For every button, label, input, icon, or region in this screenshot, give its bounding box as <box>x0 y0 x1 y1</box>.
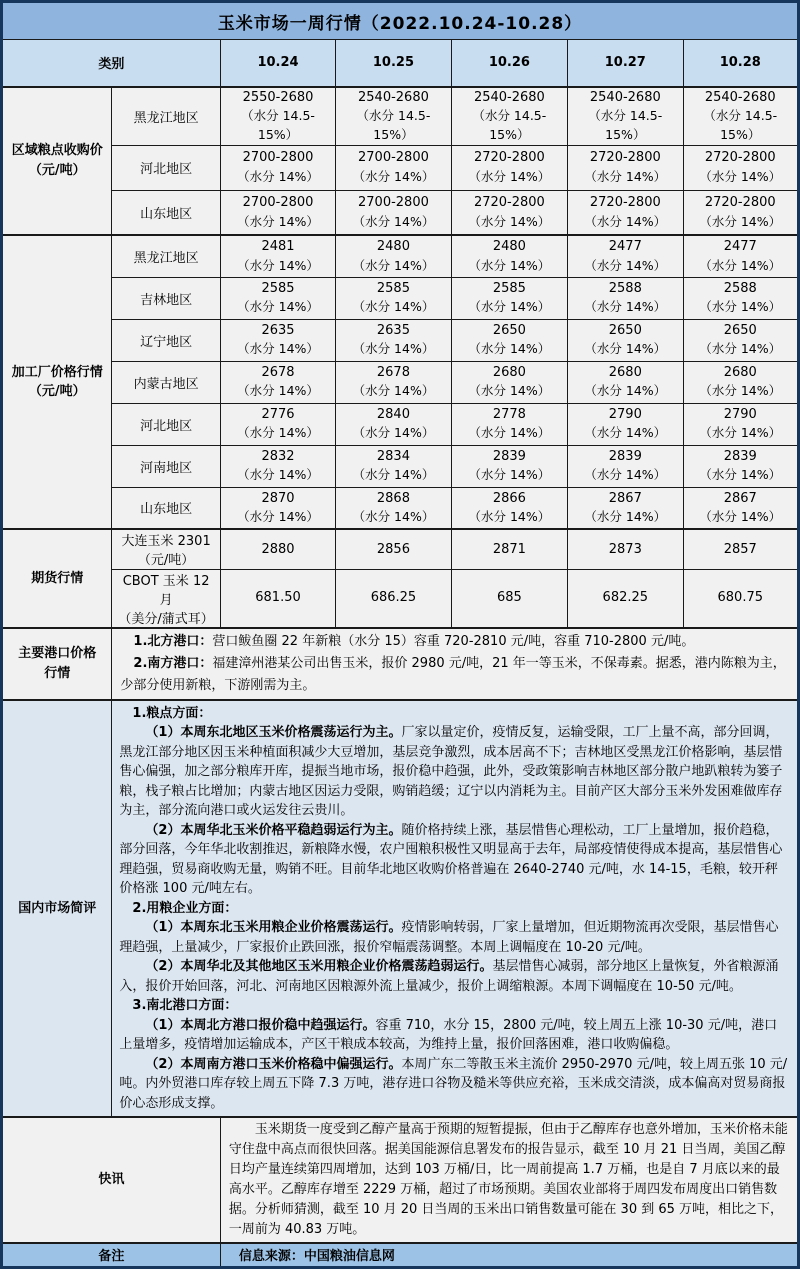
futures-value-cell: 2857 <box>683 529 798 569</box>
price-value: 2680 <box>608 364 642 380</box>
moisture-note: （水分 14%） <box>352 299 435 315</box>
moisture-note: （水分 14%） <box>584 467 667 483</box>
price-value: 2720-2800 <box>589 150 661 166</box>
price-cell <box>568 190 683 235</box>
price-value: 2477 <box>723 239 757 255</box>
moisture-note: （水分 14%） <box>584 425 667 441</box>
moisture-note: （水分 14%） <box>237 299 319 315</box>
price-cell <box>568 361 683 403</box>
price-value: 2588 <box>723 280 757 296</box>
price-cell <box>451 277 567 319</box>
moisture-note: （水分 14%） <box>584 509 667 525</box>
paragraph <box>119 1016 790 1055</box>
paragraph <box>120 631 789 653</box>
price-value: 2840 <box>376 406 410 422</box>
price-value: 2480 <box>376 239 410 255</box>
price-value: 2776 <box>261 406 295 422</box>
price-cell <box>220 487 335 529</box>
paragraph <box>119 1055 790 1114</box>
price-value: 2720-2800 <box>589 195 661 211</box>
paragraph-text: 福建漳州港某公司出售玉米，报价 2980 元/吨，21 年一等玉米，不保毒素。据悉，港内陈粮为主，少部分使用新粮，下游刚需为主。 <box>120 655 786 693</box>
price-cell <box>683 277 798 319</box>
price-cell <box>683 235 798 277</box>
moisture-note: （水分 14%） <box>352 383 435 399</box>
futures-value-cell: 2873 <box>568 529 683 569</box>
moisture-note: （水分 14%） <box>584 299 667 315</box>
moisture-note: （水分 14%） <box>699 257 782 273</box>
price-value: 2700-2800 <box>242 195 314 211</box>
paragraph-lead: 1.北方港口： <box>133 633 213 649</box>
moisture-note: （水分 14%） <box>352 341 435 357</box>
section-label-factory <box>2 235 112 529</box>
price-value: 2585 <box>492 280 526 296</box>
paragraph-text: 玉米期货一度受到乙醇产量高于预期的短暂提振，但由于乙醇库存也意外增加，玉米价格未能守住盘中高点而很快回落。据美国能源信息署发布的报告显示，截至 10 月 21 日当周，美国乙醇日均产量连续第四周增加，达到 103 万桶/日，比一周前提高 1.7 万桶，也是自 7 月底以来的最高水平。乙醇库存增至 2229 万桶，超过了市场预期。美国农业部将于周四发布周度出口销售数据。分析师猜测，截至 10 月 20 日当周的玉米出口销售数量可能在 30 到 65 万吨，相比之下，一周前为 40.83 万吨。 <box>228 1122 788 1237</box>
price-cell <box>568 319 683 361</box>
price-cell <box>451 487 567 529</box>
futures-value-cell: 682.25 <box>568 569 683 628</box>
price-cell <box>683 361 798 403</box>
futures-value-cell: 2856 <box>336 529 451 569</box>
moisture-note: （水分 14%） <box>468 467 551 483</box>
futures-value-cell: 681.50 <box>220 569 335 628</box>
paragraph-lead: （2）本周南方港口玉米价格稳中偏强运行。 <box>145 1056 402 1072</box>
region-label: 辽宁地区 <box>112 319 220 361</box>
paragraph-lead: （1）本周东北玉米用粮企业价格震荡运行。 <box>145 920 402 935</box>
moisture-note: （水分 14%） <box>237 341 319 357</box>
moisture-note: （水分 14%） <box>237 383 319 399</box>
category-header: 类别 <box>2 40 221 87</box>
price-cell <box>336 361 451 403</box>
price-value: 2540-2680 <box>704 89 776 105</box>
paragraph-lead: 2.南方港口： <box>133 655 213 671</box>
price-cell <box>336 487 451 529</box>
section-label-news <box>2 1117 221 1243</box>
section-unit: （元/吨） <box>28 384 86 399</box>
paragraph <box>119 918 790 957</box>
moisture-note: （水分 14.5-15%） <box>241 108 315 142</box>
price-cell <box>336 87 451 146</box>
price-value: 2540-2680 <box>589 89 661 105</box>
paragraph-text: 容重 710，水分 15，2800 元/吨，较上周五上涨 10-30 元/吨，港口上量增多，疫情增加运输成本，产区干粮成本较高，为维持上量，报价回落困难，港口收购偏稳。 <box>119 1017 778 1052</box>
paragraph-text: 厂家以量定价，疫情反复，运输受限，工厂上量不高，部分回调，黑龙江部分地区因玉米种植面积减少大豆增加，基层竞争激烈，成本居高不下；吉林地区受黑龙江价格影响，基层惜售心偏强，加之部分粮库开库，提振当地市场，报价稳中趋强，此外，受政策影响吉林地区部分散户地趴粮转为篓子粮，栈子粮占比增加；内蒙古地区因运力受限，购销趋缓；辽宁以内消耗为主。目前产区大部分玉米外发困难做库存为主，部分流向港口或火运发往云贵川。 <box>119 725 783 818</box>
price-cell <box>336 277 451 319</box>
paragraph <box>120 653 789 697</box>
section-title: 快讯 <box>98 1172 125 1188</box>
section-label-purchase <box>2 87 112 236</box>
price-cell <box>568 235 683 277</box>
section-title: 国内市场简评 <box>18 900 97 916</box>
price-value: 2550-2680 <box>242 89 314 105</box>
moisture-note: （水分 14%） <box>699 299 782 315</box>
moisture-note: （水分 14%） <box>699 467 782 483</box>
moisture-note: （水分 14%） <box>468 299 551 315</box>
paragraph-lead: 3.南北港口方面： <box>132 998 238 1013</box>
price-value: 2700-2800 <box>358 195 429 211</box>
paragraph-text: 随价格持续上涨，基层惜售心理松动，工厂上量增加，报价趋稳，部分回落，今年华北收割推迟，新粮降水慢，农户囤粮积极性又明显高于去年，局部疫情使得成本提高，基层惜售心理趋强，贸易商收购无量，购销不旺。目前华北地区收购价格普遍在 2640-2740 元/吨，水 14-15，毛粮，较开秤价格涨 100 元/吨左右。 <box>119 822 783 896</box>
moisture-note: （水分 14.5-15%） <box>472 108 547 142</box>
date-header: 10.24 <box>220 40 335 87</box>
paragraph-text: 本周广东二等散玉米主流价 2950-2970 元/吨，较上周五张 10 元/吨。内外贸港口库存较上周五下降 7.3 万吨，港存进口谷物及糙米等供应充裕，玉米成交清淡，成本偏高对贸易商报价心态形成支撑。 <box>119 1056 788 1111</box>
news-text-cell <box>220 1117 798 1243</box>
futures-value-cell: 680.75 <box>683 569 798 628</box>
price-value: 2678 <box>261 364 295 380</box>
futures-value-cell: 686.25 <box>336 569 451 628</box>
price-cell <box>683 190 798 235</box>
price-cell <box>220 235 335 277</box>
futures-value-cell: 2880 <box>220 529 335 569</box>
moisture-note: （水分 14.5-15%） <box>588 108 663 142</box>
region-label: 内蒙古地区 <box>112 361 220 403</box>
price-value: 2867 <box>608 490 642 506</box>
price-cell <box>451 235 567 277</box>
contract-name: 大连玉米 2301 <box>121 534 211 550</box>
moisture-note: （水分 14%） <box>468 341 551 357</box>
section-title: 加工厂价格行情 <box>11 364 103 380</box>
paragraph-text: 营口鲅鱼圈 22 年新粮（水分 15）容重 720-2810 元/吨，容重 710-2800 元/吨。 <box>212 633 695 649</box>
price-cell <box>568 145 683 190</box>
price-cell <box>220 190 335 235</box>
price-cell <box>336 319 451 361</box>
moisture-note: （水分 14%） <box>699 168 782 184</box>
moisture-note: （水分 14%） <box>352 257 435 273</box>
moisture-note: （水分 14%） <box>352 467 435 483</box>
price-value: 2540-2680 <box>473 89 545 105</box>
price-cell <box>451 87 567 146</box>
moisture-note: （水分 14%） <box>699 213 782 229</box>
moisture-note: （水分 14%） <box>468 257 551 273</box>
price-value: 2585 <box>376 280 410 296</box>
moisture-note: （水分 14%） <box>237 467 319 483</box>
price-value: 2720-2800 <box>473 195 545 211</box>
price-value: 2700-2800 <box>242 150 314 166</box>
ports-text-cell <box>112 628 799 700</box>
moisture-note: （水分 14%） <box>699 383 782 399</box>
price-value: 2680 <box>492 364 526 380</box>
section-label-review <box>2 700 112 1118</box>
price-value: 2720-2800 <box>704 150 776 166</box>
moisture-note: （水分 14%） <box>468 509 551 525</box>
price-value: 2790 <box>723 406 757 422</box>
price-value: 2480 <box>492 239 526 255</box>
futures-contract-label <box>112 529 220 569</box>
moisture-note: （水分 14%） <box>584 383 667 399</box>
paragraph-lead: （2）本周华北及其他地区玉米用粮企业价格震荡趋弱运行。 <box>145 959 493 974</box>
moisture-note: （水分 14.5-15%） <box>703 108 778 142</box>
section-unit: （元/吨） <box>28 162 86 178</box>
price-cell <box>220 319 335 361</box>
price-cell <box>451 361 567 403</box>
price-cell <box>336 235 451 277</box>
price-value: 2834 <box>376 448 410 464</box>
moisture-note: （水分 14%） <box>468 168 551 184</box>
section-label-futures <box>2 529 112 628</box>
paragraph <box>119 899 790 919</box>
price-value: 2832 <box>261 448 295 464</box>
price-value: 2680 <box>723 364 757 380</box>
source-text: 信息来源：中国粮油信息网 <box>220 1243 798 1267</box>
moisture-note: （水分 14%） <box>584 341 667 357</box>
moisture-note: （水分 14%） <box>584 213 667 229</box>
price-cell <box>568 403 683 445</box>
moisture-note: （水分 14%） <box>352 213 435 229</box>
paragraph <box>119 723 790 821</box>
region-label: 吉林地区 <box>112 277 220 319</box>
date-header: 10.26 <box>451 40 567 87</box>
price-value: 2588 <box>608 280 642 296</box>
price-cell <box>451 403 567 445</box>
price-value: 2868 <box>376 490 410 506</box>
price-value: 2867 <box>723 490 757 506</box>
note-label: 备注 <box>2 1243 221 1267</box>
price-cell <box>220 145 335 190</box>
contract-unit: （元/吨） <box>137 553 195 569</box>
paragraph-lead: （1）本周北方港口报价稳中趋强运行。 <box>145 1017 376 1033</box>
price-value: 2477 <box>608 239 642 255</box>
moisture-note: （水分 14%） <box>237 509 319 525</box>
price-cell <box>336 145 451 190</box>
price-value: 2839 <box>492 448 526 464</box>
date-header: 10.25 <box>336 40 451 87</box>
moisture-note: （水分 14%） <box>352 168 435 184</box>
price-cell <box>451 445 567 487</box>
price-cell <box>220 403 335 445</box>
price-cell <box>220 361 335 403</box>
moisture-note: （水分 14%） <box>237 257 319 273</box>
moisture-note: （水分 14%） <box>699 425 782 441</box>
price-cell <box>220 445 335 487</box>
price-cell <box>451 145 567 190</box>
region-label: 河北地区 <box>112 403 220 445</box>
price-value: 2635 <box>376 322 410 338</box>
price-value: 2870 <box>261 490 295 506</box>
region-label: 山东地区 <box>112 487 220 529</box>
price-cell <box>568 277 683 319</box>
contract-name: CBOT 玉米 12 月 <box>122 573 210 608</box>
paragraph <box>119 996 790 1016</box>
moisture-note: （水分 14%） <box>468 383 551 399</box>
paragraph-lead: （1）本周东北地区玉米价格震荡运行为主。 <box>145 725 402 740</box>
price-cell <box>451 190 567 235</box>
price-cell <box>683 145 798 190</box>
price-cell <box>336 190 451 235</box>
section-title: 主要港口价格行情 <box>18 646 97 681</box>
price-value: 2839 <box>608 448 642 464</box>
price-cell <box>683 87 798 146</box>
paragraph-lead: 2.用粮企业方面： <box>132 900 238 916</box>
price-value: 2650 <box>608 322 642 338</box>
price-cell <box>568 487 683 529</box>
date-header: 10.28 <box>683 40 798 87</box>
price-cell <box>568 445 683 487</box>
price-cell <box>683 319 798 361</box>
moisture-note: （水分 14%） <box>699 341 782 357</box>
section-label-ports <box>2 628 112 700</box>
price-value: 2678 <box>376 364 410 380</box>
moisture-note: （水分 14%） <box>468 425 551 441</box>
price-cell <box>220 87 335 146</box>
contract-unit: （美分/蒲式耳） <box>118 611 214 627</box>
region-label: 河南地区 <box>112 445 220 487</box>
review-text-cell <box>112 700 799 1118</box>
paragraph <box>119 704 790 724</box>
paragraph <box>119 821 790 899</box>
price-cell <box>451 319 567 361</box>
futures-value-cell: 2871 <box>451 529 567 569</box>
moisture-note: （水分 14%） <box>468 213 551 229</box>
moisture-note: （水分 14%） <box>237 213 319 229</box>
region-label: 黑龙江地区 <box>112 235 220 277</box>
moisture-note: （水分 14%） <box>237 425 319 441</box>
price-value: 2720-2800 <box>704 195 776 211</box>
price-value: 2585 <box>261 280 295 296</box>
paragraph-text: 疫情影响转弱，厂家上量增加，但近期物流再次受限，基层惜售心理趋强，上量减少，厂家报价止跌回涨，报价窄幅震荡调整。本周上调幅度在 10-20 元/吨。 <box>119 920 779 955</box>
price-cell <box>683 403 798 445</box>
price-cell <box>336 403 451 445</box>
paragraph-lead: （2）本周华北玉米价格平稳趋弱运行为主。 <box>145 822 402 838</box>
moisture-note: （水分 14%） <box>352 425 435 441</box>
moisture-note: （水分 14%） <box>699 509 782 525</box>
price-cell <box>568 87 683 146</box>
region-label: 河北地区 <box>112 145 220 190</box>
price-value: 2635 <box>261 322 295 338</box>
paragraph <box>229 1120 789 1240</box>
price-cell <box>336 445 451 487</box>
paragraph <box>119 957 790 996</box>
section-title: 区域粮点收购价 <box>11 143 103 159</box>
price-cell <box>683 487 798 529</box>
price-cell <box>683 445 798 487</box>
date-header: 10.27 <box>568 40 683 87</box>
moisture-note: （水分 14.5-15%） <box>356 108 431 142</box>
region-label: 山东地区 <box>112 190 220 235</box>
paragraph-text: 基层惜售心减弱，部分地区上量恢复，外省粮源涌入，报价开始回落，河北、河南地区因粮源外流上量减少，报价上调缩粮源。本周下调幅度在 10-50 元/吨。 <box>119 959 779 994</box>
price-value: 2720-2800 <box>473 150 545 166</box>
moisture-note: （水分 14%） <box>237 168 319 184</box>
futures-value-cell: 685 <box>451 569 567 628</box>
price-value: 2650 <box>492 322 526 338</box>
moisture-note: （水分 14%） <box>352 509 435 525</box>
price-cell <box>220 277 335 319</box>
price-value: 2481 <box>261 239 295 255</box>
price-value: 2700-2800 <box>358 150 429 166</box>
price-value: 2839 <box>723 448 757 464</box>
report-title: 玉米市场一周行情（2022.10.24-10.28） <box>2 2 799 40</box>
paragraph-lead: 1.粮点方面： <box>132 705 212 721</box>
price-value: 2650 <box>723 322 757 338</box>
futures-contract-label <box>112 569 220 628</box>
section-title: 期货行情 <box>31 570 84 586</box>
moisture-note: （水分 14%） <box>584 257 667 273</box>
price-value: 2540-2680 <box>358 89 429 105</box>
price-value: 2790 <box>608 406 642 422</box>
price-value: 2778 <box>492 406 526 422</box>
moisture-note: （水分 14%） <box>584 168 667 184</box>
region-label: 黑龙江地区 <box>112 87 220 146</box>
price-value: 2866 <box>492 490 526 506</box>
